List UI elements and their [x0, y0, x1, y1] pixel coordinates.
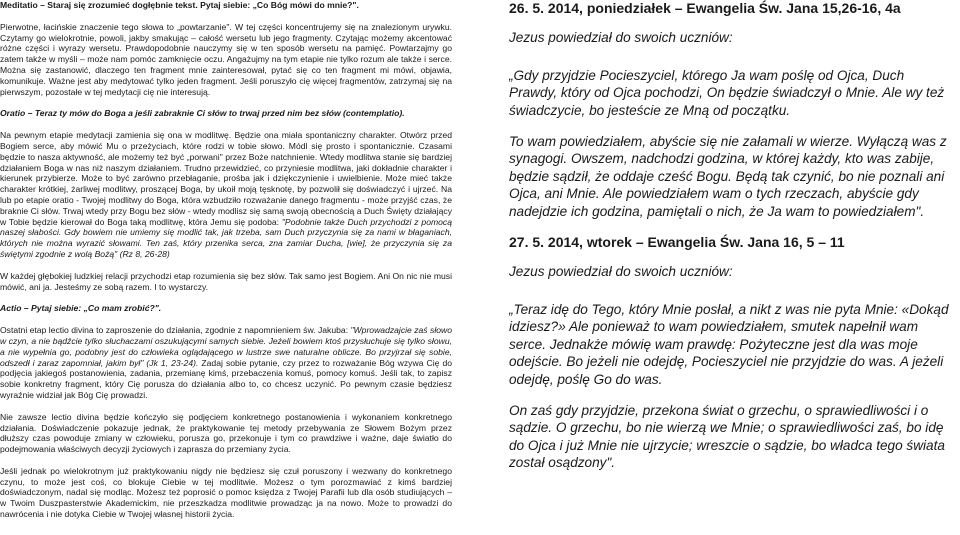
gospel-intro-2: Jezus powiedział do swoich uczniów: — [509, 264, 733, 280]
oratio-text: Na pewnym etapie medytacji zamienia się ona w modlitwę. Będzie ona miała spontaniczny charakter. Otwórz przed Bogiem serce, aby mówić Mu o przeżyciach, które rodzi w tobie słowo. Módl się prosto i spontanicznie. Czasami będzie to nasza aktywność, ale możemy też być „porwani" przez Boże natchnienie. Wtedy modlitwa stanie się bardziej działaniem Boga w nas niż naszym działaniem. Trudno przewidzieć, co przyniesie modlitwa, jaki dokładnie charakter i kierunek przybierze. Może to być zarówno przebłaganie, prośba jak i dziękczynienie i uwielbienie. Może mieć także charakter krótkiej, żarliwej modlitwy, proszącej Boga, by ukoił moją tęsknotę, by pozwolił się doświadczyć i ujrzeć. Na lub po etapie oratio - Twojej modlitwy do Boga, która wzbudziło rozważanie danego fragmentu - może przyjść czas, że braknie Ci słów. Trwaj wtedy przy Bogu bez słów - wtedy modlisz się samą swoją obecnością a Duch Święty działający w Tobie będzie kierował do Boga taką modlitwę, która Jemu się podoba: — [0, 130, 452, 227]
meditatio-heading: Meditatio – Staraj się zrozumieć dogłębnie tekst. Pytaj siebie: „Co Bóg mówi do mnie?". — [0, 0, 359, 10]
oratio-heading: Oratio – Teraz ty mów do Boga a jeśli zabraknie Ci słów to trwaj przed nim bez słów (contemplatio). — [0, 108, 405, 119]
gospel-intro-1: Jezus powiedział do swoich uczniów: — [509, 30, 733, 46]
james-quote: "Wprowadzajcie zaś słowo w czyn, a nie bądźcie tylko słuchaczami oszukującymi samych siebie. Jeżeli bowiem ktoś przysłuchuje się tylko słowu, a nie wypełnia go, podobny jest do człowieka oglądającego w lustrze swe naturalne oblicze. Bo przyjrzał się sobie, odszedł i zaraz zapomniał, jakim był" (Jk 1, 23-24). — [0, 325, 452, 368]
left-column — [0, 0, 452, 535]
conclusion-paragraph: Nie zawsze lectio divina będzie kończyło się podjęciem konkretnego postanowienia i wykonaniem konkretnego działania. Doświadczenie pokazuje jednak, że praktykowanie tej metody przebywania ze Słowem Bożym przez dłuższy czas powoduje zmiany w człowieku, porusza go, przekonuje i tym co prawdziwe i ważne, daje światło do podejmowania właściwych decyzji życiowych i zaprasza do przemiany życia. — [0, 411, 452, 455]
gospel-date-2: 27. 5. 2014, wtorek – Ewangelia Św. Jana 16, 5 – 11 — [509, 234, 845, 251]
meditatio-paragraph: Pierwotne, łacińskie znaczenie tego słowa to „powtarzanie". W tej części koncentrujemy się na znalezionym urywku. Czytamy go wielokrotnie, powoli, jakby smakując – całość wersetu lub jego fragmenty. Czytając możemy akcentować różne części i wyrazy wersetu. Prawdopodobnie nauczymy się w ten sposób wersetu na pamięć. Powtarzajmy go zatem także w myśli – może nam pomóc zamknięcie oczu. Angażujmy na tym etapie nie tylko rozum ale także i serce. Można się zastanowić, dlaczego ten fragment mnie zainteresował, pytać się co ten fragment mi mówi, objawia, komunikuje. Ważne jest aby medytować tylko jeden fragment. Jeśli poruszyło cię więcej fragmentów, zatrzymaj się na pierwszym, pozostałe w tej medytacji cię nie interesują. — [0, 21, 452, 97]
right-column — [509, 0, 955, 535]
blocked-paragraph: Jeśli jednak po wielokrotnym już praktykowaniu nigdy nie będziesz się czuł poruszony i wezwany do konkretnego czynu, to może jest coś, co blokuje Ciebie w tej modlitwie. Możesz o tym porozmawiać z kimś bardziej doświadczonym, nadal się modląc. Możesz też poprosić o pomoc księdza z Twojej Parafii lub dla osób studiujących – w Twoim Duszpasterstwie Akademickim, nie przeszkadza modlitwie prowadząc ja na nowo. Może to prowadzi do nawrócenia i nie dotyka Ciebie w Twojej własnej historii życia. — [0, 465, 452, 520]
actio-text: Ostatni etap lectio divina to zaproszenie do działania, zgodnie z napomnieniem św. Jakuba: — [0, 325, 349, 336]
gospel-quote-2: „Teraz idę do Tego, który Mnie posłał, a nikt z was nie pyta Mnie: «Dokąd idziesz?» Ale ponieważ to wam powiedziałem, smutek napełnił wam serce. Jednakże mówię wam prawdę: Pożyteczne jest dla was moje odejście. Bo jeżeli nie odejdę, Pocieszyciel nie przyjdzie do was. A jeżeli odejdę, poślę Go do was. — [509, 301, 949, 387]
gospel-date-1: 26. 5. 2014, poniedziałek – Ewangelia Św. Jana 15,26-16, 4a — [509, 0, 901, 16]
gospel-paragraph-1: To wam powiedziałem, abyście się nie załamali w wierze. Wyłączą was z synagogi. Owszem, nadchodzi godzina, w której każdy, kto was zabije, będzie sądził, że oddaje cześć Bogu. Będą tak czynić, bo nie poznali ani Ojca, ani Mnie. Ale powiedziałem wam o tych rzeczach, abyście gdy nadejdzie ich godzina, pamiętali o nich, że Ja wam to powiedziałem". — [509, 134, 947, 219]
silence-paragraph: W każdej głębokiej ludzkiej relacji przychodzi etap rozumienia się bez słów. Tak samo jest Bogiem. Ani On nic nie musi mówić, ani ja. Jesteśmy ze sobą razem. I to wystarczy. — [0, 270, 452, 292]
gospel-quote-1: „Gdy przyjdzie Pocieszyciel, którego Ja wam poślę od Ojca, Duch Prawdy, który od Ojca pochodzi, On będzie świadczył o Mnie. Ale wy też świadczycie, bo jesteście ze Mną od początku. — [509, 67, 945, 118]
actio-rest: Zadaj sobie pytanie, czy przez to rozważanie Bóg wzywa Cię do podjęcia jakiegoś postanowienia, zadania, przemianę kimś, przebaczenia komuś, pomocy komuś. Jeśli tak, to zapisz sobie konkretny fragment, który Cię porusza do działania albo to, co chcesz uczynić. Po pewnym czasie będziesz wyraźnie widział jak Bóg Cię prowadzi. — [0, 357, 452, 400]
actio-heading: Actio – Pytaj siebie: „Co mam zrobić?". — [0, 303, 162, 314]
gospel-paragraph-2: On zaś gdy przyjdzie, przekona świat o grzechu, o sprawiedliwości i o sądzie. O grzechu, bo nie wierzą we Mnie; o sprawiedliwości zaś, bo idę do Ojca i już Mnie nie ujrzycie; wreszcie o sądzie, bo władca tego świata został osądzony". — [509, 402, 945, 471]
actio-paragraph — [0, 325, 452, 401]
oratio-paragraph — [0, 130, 452, 260]
romans-quote: "Podobnie także Duch przychodzi z pomocą naszej słabości. Gdy bowiem nie umiemy się modlić tak, jak trzeba, sam Duch przyczynia się za nami w błaganiach, których nie można wyrazić słowami. Ten zaś, który przenika serca, zna zamiar Ducha, [wie], że przyczynia się za świętymi zgodnie z wolą Bożą" (Rz 8, 26-28) — [0, 216, 452, 259]
